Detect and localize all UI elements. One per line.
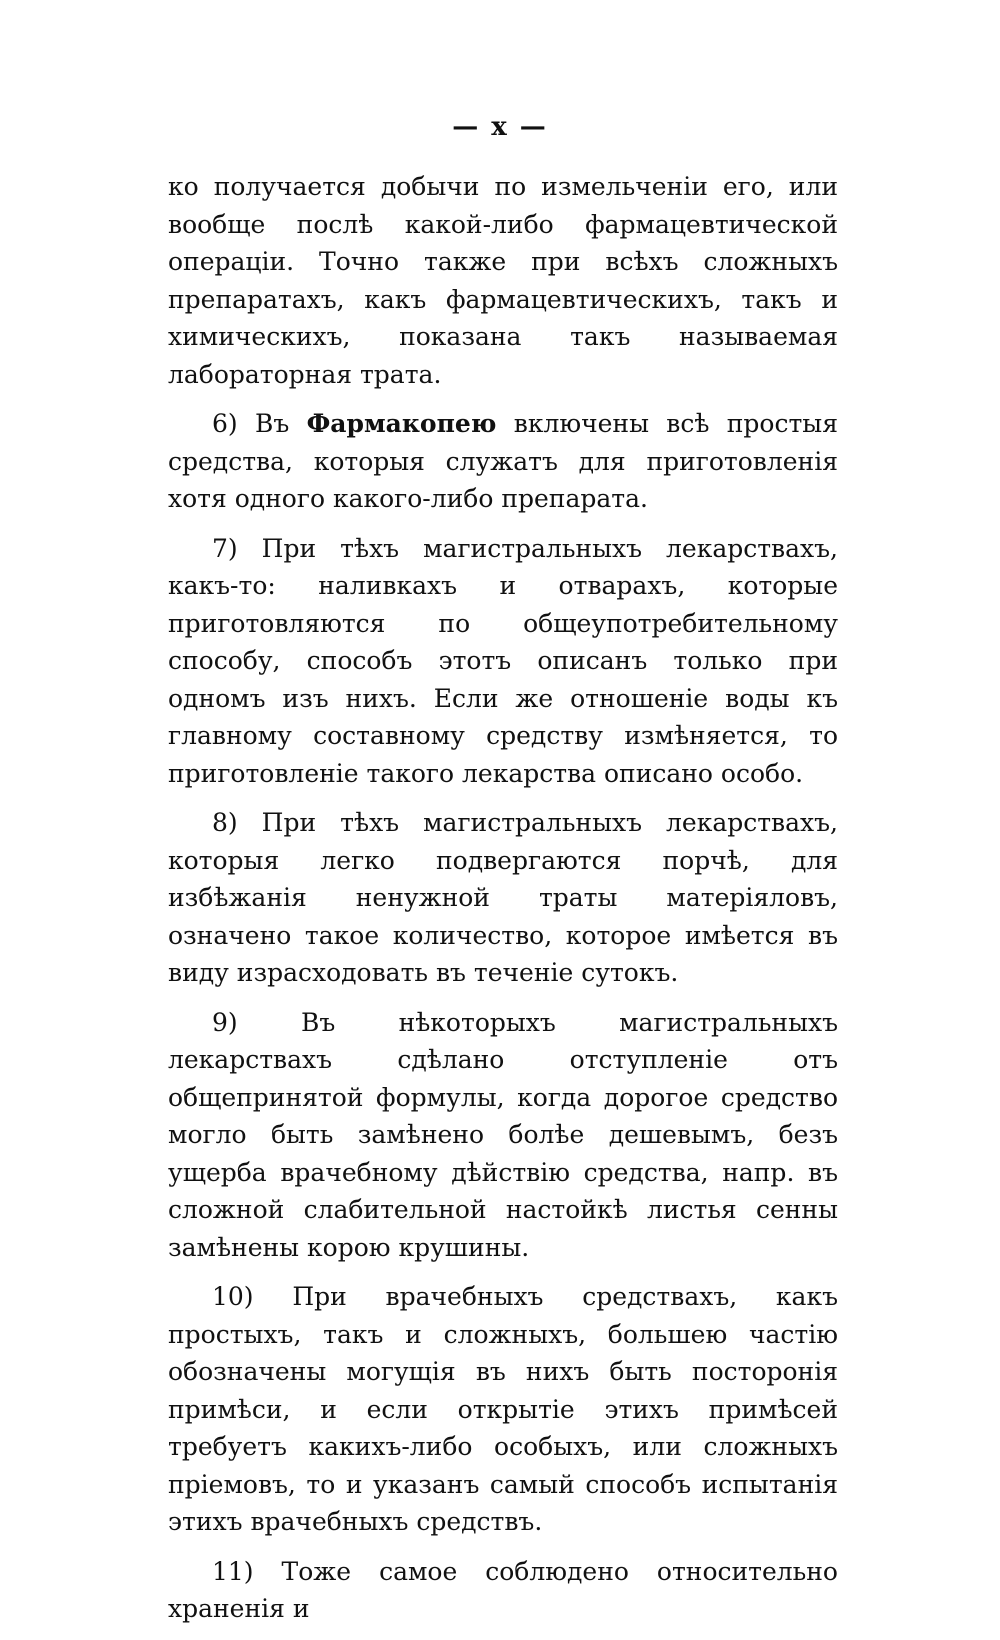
paragraph-6-after: включены всѣ простыя средства, которыя служатъ для приготовленія хотя одного какого-либо препарата. [168, 409, 838, 513]
pharmacopoeia-term: Фармакопею [306, 409, 497, 438]
body-text [168, 168, 838, 1640]
page-number-header: — x — [452, 112, 548, 142]
paragraph-11: 11) Тоже самое соблюдено относительно храненія и [168, 1556, 838, 1623]
paragraph-7: 7) При тѣхъ магистральныхъ лекарствахъ, какъ-то: наливкахъ и отварахъ, которые приготовляются по общеупотребительному способу, способъ этотъ описанъ только при одномъ изъ нихъ. Если же отношеніе воды къ главному составному средству измѣняется, то приготовленіе такого лекарства описано особо. [168, 533, 838, 788]
paragraph-6 [168, 405, 838, 518]
paragraph-10: 10) При врачебныхъ средствахъ, какъ простыхъ, такъ и сложныхъ, большею частію обозначены могущія въ нихъ быть посторонія примѣси, и если открытіе этихъ примѣсей требуетъ какихъ-либо особыхъ, или сложныхъ пріемовъ, то и указанъ самый способъ испытанія этихъ врачебныхъ средствъ. [168, 1282, 838, 1536]
paragraph-continuation: ко получается добычи по измельченіи его, или вообще послѣ какой-либо фармацевтической операціи. Точно также при всѣхъ сложныхъ препаратахъ, какъ фармацевтическихъ, такъ и химическихъ, показана такъ называемая лабораторная трата. [168, 172, 838, 389]
paragraph-6-before: 6) Въ [212, 409, 307, 438]
paragraph-9: 9) Въ нѣкоторыхъ магистральныхъ лекарствахъ сдѣлано отступленіе отъ общепринятой формулы, когда дорогое средство могло быть замѣнено болѣе дешевымъ, безъ ущерба врачебному дѣйствію средства, напр. въ сложной слабительной настойкѣ листья сенны замѣнены корою крушины. [168, 1007, 838, 1262]
paragraph-8: 8) При тѣхъ магистральныхъ лекарствахъ, которыя легко подвергаются порчѣ, для избѣжанія ненужной траты матеріяловъ, означено такое количество, которое имѣется въ виду израсходовать въ теченіе сутокъ. [168, 808, 838, 987]
